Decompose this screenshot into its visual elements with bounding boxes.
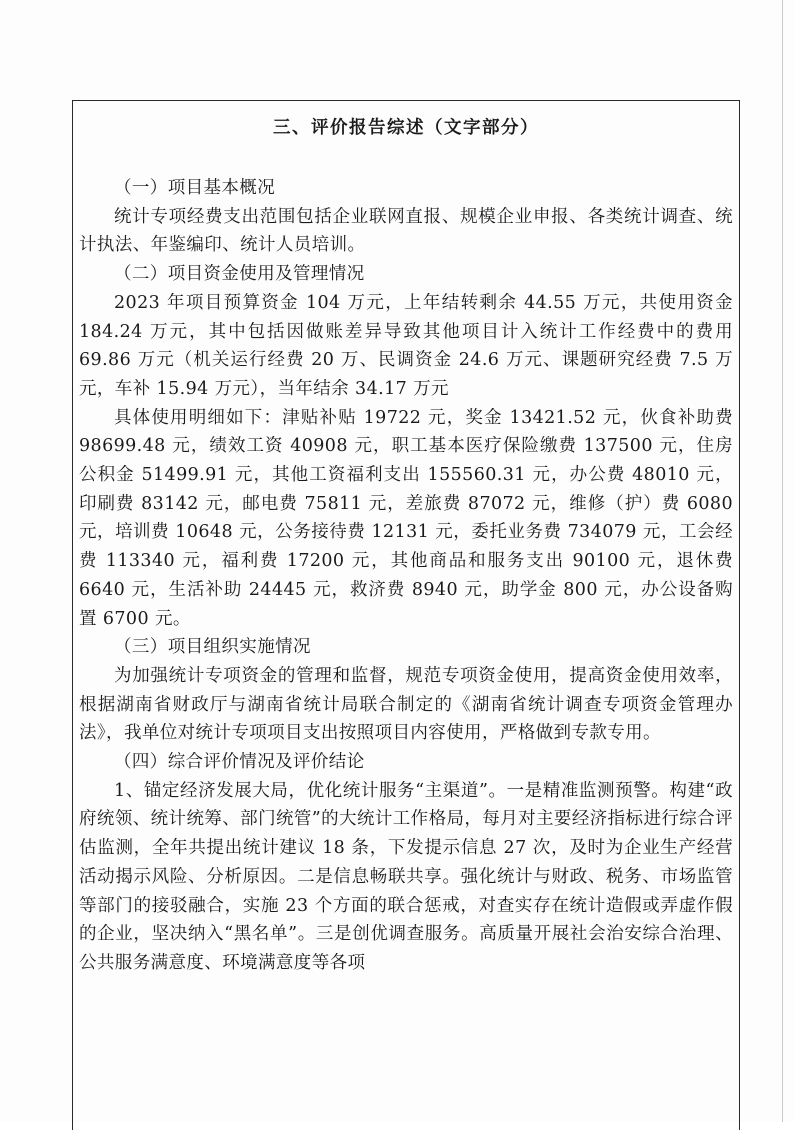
report-body <box>79 174 733 978</box>
paragraph-evaluation: 1、锚定经济发展大局，优化统计服务“主渠道”。一是精准监测预警。构建“政府统领、统计统筹、部门统管”的大统计工作格局，每月对主要经济指标进行综合评估监测，全年共提出统计建议 18 条，下发提示信息 27 次，及时为企业生产经营活动揭示风险、分析原因。二是信息畅联共享。强化统计与财政、税务、市场监管等部门的接驳融合，实施 23 个方面的联合惩戒，对查实存在统计造假或弄虚作假的企业，坚决纳入“黑名单”。三是创优调查服务。高质量开展社会治安综合治理、公共服务满意度、环境满意度等各项 <box>79 780 733 973</box>
paragraph-fund-summary: 2023 年项目预算资金 104 万元，上年结转剩余 44.55 万元，共使用资金 184.24 万元，其中包括因做账差异导致其他项目计入统计工作经费中的费用 69.86 万元（机关运行经费 20 万、民调资金 24.6 万元、课题研究经费 7.5 万元，车补 15.94 万元），当年结余 34.17 万元 <box>79 292 733 399</box>
section-heading-fund-usage: （二）项目资金使用及管理情况 <box>114 264 365 285</box>
paragraph-implementation: 为加强统计专项资金的管理和监督，规范专项资金使用，提高资金使用效率，根据湖南省财政厅与湖南省统计局联合制定的《湖南省统计调查专项资金管理办法》，我单位对统计专项项目支出按照项目内容使用，严格做到专款专用。 <box>79 665 733 744</box>
paragraph-fund-details: 具体使用明细如下：津贴补贴 19722 元，奖金 13421.52 元，伙食补助费 98699.48 元，绩效工资 40908 元，职工基本医疗保险缴费 137500 元，住房公积金 51499.91 元，其他工资福利支出 155560.31 元，办公费 48010 元，印刷费 83142 元，邮电费 75811 元，差旅费 87072 元，维修（护）费 6080 元，培训费 10648 元，公务接待费 12131 元，委托业务费 734079 元，工会经费 113340 元，福利费 17200 元，其他商品和服务支出 90100 元，退休费 6640 元，生活补助 24445 元，救济费 8940 元，助学金 800 元，办公设备购置 6700 元。 <box>79 407 733 629</box>
report-frame <box>72 100 740 1130</box>
page-title: 三、评价报告综述（文字部分） <box>273 118 539 138</box>
scan-edge-line <box>782 0 783 1122</box>
section-heading-basic-overview: （一）项目基本概况 <box>114 178 276 198</box>
section-heading-implementation: （三）项目组织实施情况 <box>114 637 311 658</box>
paragraph-basic-overview: 统计专项经费支出范围包括企业联网直报、规模企业申报、各类统计调查、统计执法、年鉴编印、统计人员培训。 <box>79 206 733 256</box>
section-heading-evaluation: （四）综合评价情况及评价结论 <box>114 752 365 773</box>
